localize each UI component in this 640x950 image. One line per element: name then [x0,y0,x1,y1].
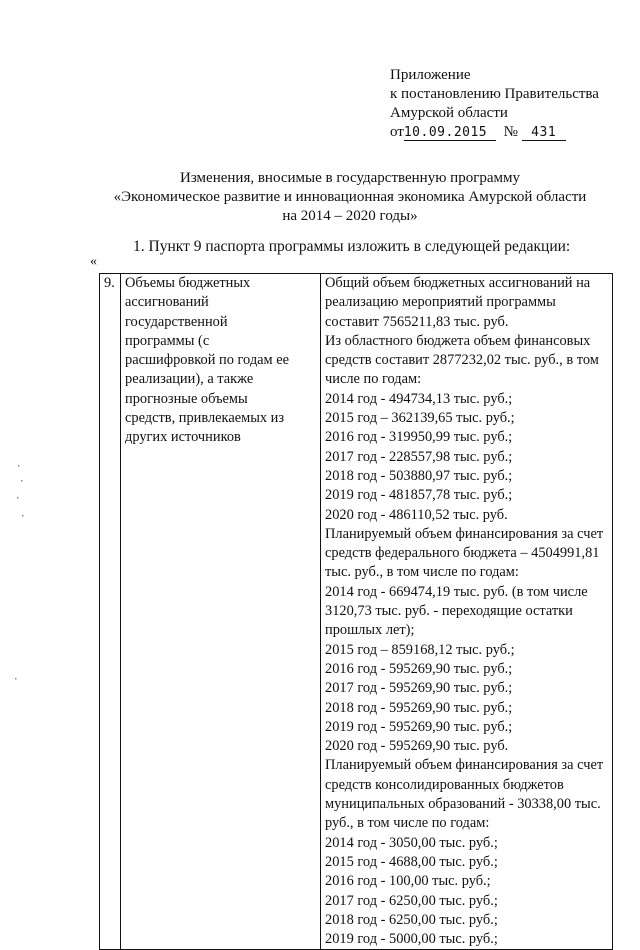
value-line: 2014 год - 494734,13 тыс. руб.; [325,390,513,407]
value-line: 2018 год - 6250,00 тыс. руб.; [325,911,498,928]
value-line: средств федерального бюджета – 4504991,81 [325,545,600,562]
value-line: 2019 год - 481857,78 тыс. руб.; [325,487,513,504]
from-label: от [390,124,404,140]
value-line: 2019 год - 595269,90 тыс. руб.; [325,718,513,735]
appendix-decree-line: к постановлению Правительства [390,86,599,102]
title-line-1: Изменения, вносимые в государственную программу [180,170,520,186]
value-line: 2014 год - 669474,19 тыс. руб. (в том числе [325,583,588,600]
value-line: 2020 год - 595269,90 тыс. руб. [325,738,509,755]
row-number: 9. [104,275,115,291]
number-label: № [503,124,518,140]
value-line: средств составит 2877232,02 тыс. руб., в том [325,352,599,369]
label-line: других источников [125,429,241,446]
label-line: программы (с [125,332,210,349]
value-line: Планируемый объем финансирования за счет [325,757,604,774]
appendix-title: Приложение [390,67,471,83]
appendix-region-line: Амурской области [390,105,508,121]
value-line: 2017 год - 595269,90 тыс. руб.; [325,680,513,697]
value-line: числе по годам: [325,371,422,388]
label-line: государственной [125,313,228,330]
value-line: Общий объем бюджетных ассигнований на [325,275,591,291]
value-line: 2018 год - 503880,97 тыс. руб.; [325,467,513,484]
opening-quote: « [90,254,97,269]
value-line: 2016 год - 595269,90 тыс. руб.; [325,660,513,677]
title-line-2: «Экономическое развитие и инновационная экономика Амурской области [113,189,587,205]
value-line: средств консолидированных бюджетов [325,776,564,793]
label-line: ассигнований [125,294,209,311]
value-line: 2016 год - 319950,99 тыс. руб.; [325,429,513,446]
value-line: 2015 год – 362139,65 тыс. руб.; [325,410,515,427]
value-line: 2018 год - 595269,90 тыс. руб.; [325,699,513,716]
value-line: 2015 год – 859168,12 тыс. руб.; [325,641,515,658]
item-1-text: 1. Пункт 9 паспорта программы изложить в следующей редакции: [133,238,571,255]
value-line: Планируемый объем финансирования за счет [325,525,604,542]
value-line: составит 7565211,83 тыс. руб. [325,313,509,330]
label-line: расшифровкой по годам ее [125,352,290,369]
label-line: средств, привлекаемых из [125,410,285,427]
label-line: реализации), а также [125,371,254,388]
number-value: 431 [531,125,557,140]
value-line: 2017 год - 228557,98 тыс. руб.; [325,448,513,465]
value-line: 2017 год - 6250,00 тыс. руб.; [325,892,498,909]
value-line: муниципальных образований - 30338,00 тыс. [325,796,601,813]
value-line: прошлых лет); [325,622,415,639]
value-line: Из областного бюджета объем финансовых [325,332,591,349]
value-line: руб., в том числе по годам: [325,815,490,832]
value-line: реализацию мероприятий программы [325,294,556,311]
value-line: 3120,73 тыс. руб. - переходящие остатки [325,603,573,620]
title-line-3: на 2014 – 2020 годы» [282,208,418,224]
label-line: Объемы бюджетных [125,275,251,291]
value-line: 2016 год - 100,00 тыс. руб.; [325,873,491,890]
date-value: 10.09.2015 [403,125,488,140]
value-line: 2019 год - 5000,00 тыс. руб.; [325,931,498,948]
value-line: тыс. руб., в том числе по годам: [325,564,519,581]
value-line: 2014 год - 3050,00 тыс. руб.; [325,834,498,851]
value-line: 2020 год - 486110,52 тыс. руб. [325,506,508,523]
label-line: прогнозные объемы [125,390,248,407]
scan-dots [15,465,24,680]
value-line: 2015 год - 4688,00 тыс. руб.; [325,853,498,870]
